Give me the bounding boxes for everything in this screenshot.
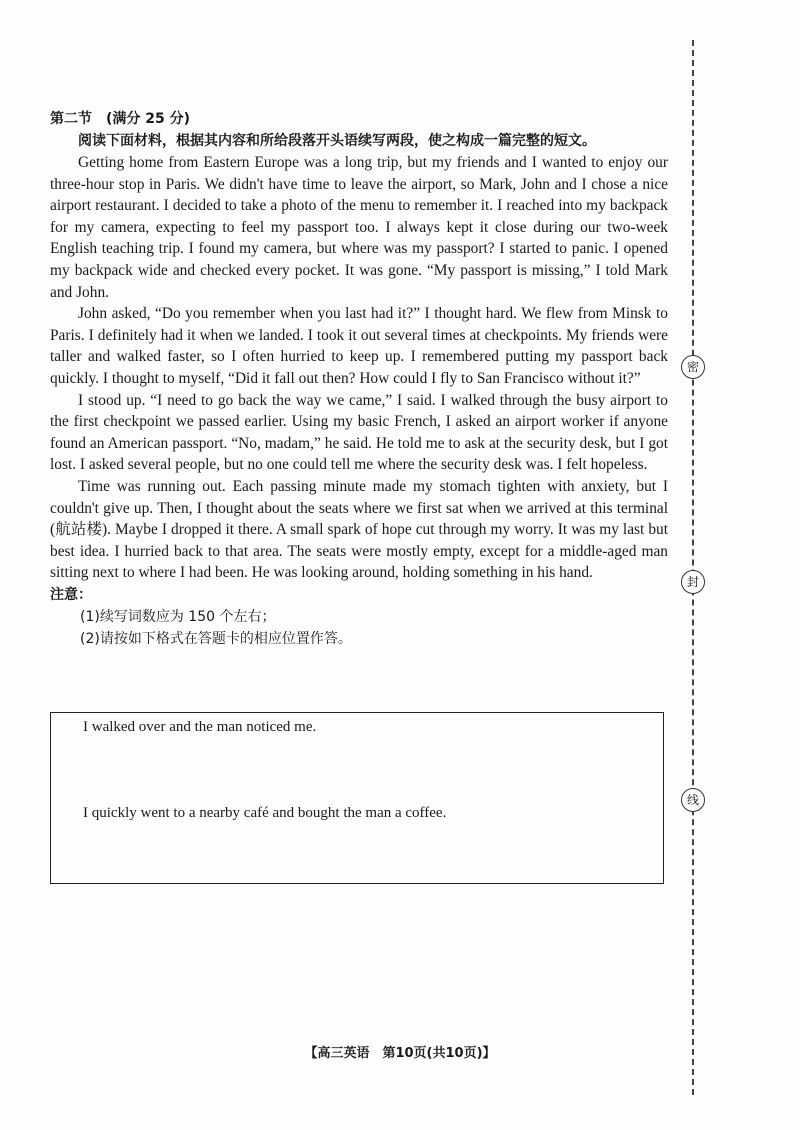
story-paragraph-4: Time was running out. Each passing minute made my stomach tighten with anxiety, but I couldn't give up. Then, I thought about the seats where we first sat when we arrived at this terminal (航站楼). Maybe I dropped it there. A small spark of hope cut through my worry. It was my last but best idea. I hurried back to that area. The seats were mostly empty, except for a middle-aged man sitting next to where I had been. He was looking around, holding something in his hand. <box>50 477 668 582</box>
note-item-1: (1)续写词数应为 150 个左右； <box>80 608 276 625</box>
story-paragraph-1: Getting home from Eastern Europe was a long trip, but my friends and I wanted to enjoy our three-hour stop in Paris. We didn't have time to leave the airport, so Mark, John and I chose a nice airport restaurant. I decided to take a photo of the menu to remember it. I reached into my backpack for my camera, expecting to feel my passport too. I always kept it close during our two-week English teaching trip. I found my camera, but where was my passport? I started to panic. I opened my backpack wide and checked every pocket. It was gone. “My passport is missing,” I told Mark and John. <box>50 154 668 301</box>
section-title: 第二节 (满分 25 分) <box>50 111 191 127</box>
binding-mark-mi: 密 <box>681 355 705 379</box>
story-paragraph-2: John asked, “Do you remember when you last had it?” I thought hard. We flew from Minsk to Paris. I definitely had it when we landed. I took it out several times at checkpoints. My friends were taller and walked faster, so I often hurried to keep up. I remembered putting my passport back quickly. I thought to myself, “Did it fall out then? How could I fly to San Francisco without it?” <box>50 305 668 387</box>
continuation-opener-2: I quickly went to a nearby café and bought the man a coffee. <box>83 805 447 821</box>
binding-dashed-line <box>692 40 694 1095</box>
answer-box <box>50 712 664 884</box>
notes-heading: 注意： <box>50 586 92 603</box>
note-item-2: (2)请按如下格式在答题卡的相应位置作答。 <box>80 630 352 647</box>
continuation-opener-1: I walked over and the man noticed me. <box>83 719 317 735</box>
exam-content <box>50 108 668 650</box>
page-footer: 【高三英语 第10页(共10页)】 <box>304 1046 496 1061</box>
binding-mark-xian: 线 <box>681 788 705 812</box>
binding-mark-feng: 封 <box>681 570 705 594</box>
story-paragraph-3: I stood up. “I need to go back the way we came,” I said. I walked through the busy airport to the first checkpoint we passed earlier. Using my basic French, I asked an airport worker if anyone found an American passport. “No, madam,” he said. He told me to ask at the security desk, but I got lost. I asked several people, but no one could tell me where the security desk was. I felt hopeless. <box>50 391 668 474</box>
task-instruction: 阅读下面材料，根据其内容和所给段落开头语续写两段，使之构成一篇完整的短文。 <box>78 133 596 149</box>
